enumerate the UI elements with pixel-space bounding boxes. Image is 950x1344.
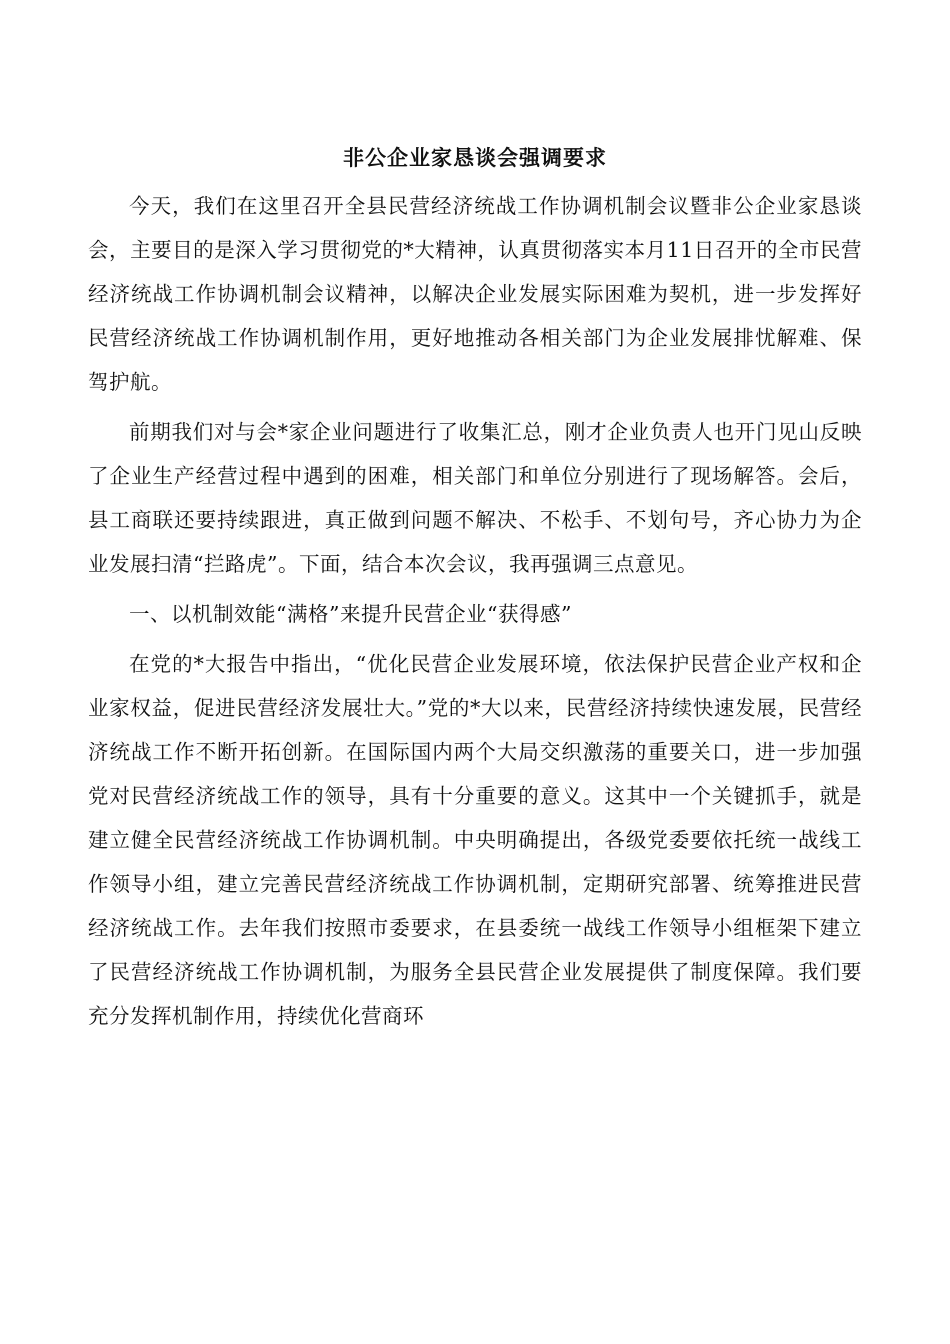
paragraph-mechanism: 在党的*大报告中指出，“优化民营企业发展环境，依法保护民营企业产权和企业家权益，促进民营经济发展壮大。”党的*大以来，民营经济持续快速发展，民营经济统战工作不断开拓创新。在国际国内两个大局交织激荡的重要关口，进一步加强党对民营经济统战工作的领导，具有十分重要的意义。这其中一个关键抓手，就是建立健全民营经济统战工作协调机制。中央明确提出，各级党委要依托统一战线工作领导小组，建立完善民营经济统战工作协调机制，定期研究部署、统筹推进民营经济统战工作。去年我们按照市委要求，在县委统一战线工作领导小组框架下建立了民营经济统战工作协调机制，为服务全县民营企业发展提供了制度保障。我们要充分发挥机制作用，持续优化营商环 [88, 652, 862, 1028]
paragraph-intro: 今天，我们在这里召开全县民营经济统战工作协调机制会议暨非公企业家恳谈会，主要目的是深入学习贯彻党的*大精神，认真贯彻落实本月11日召开的全市民营经济统战工作协调机制会议精神，以解决企业发展实际困难为契机，进一步发挥好民营经济统战工作协调机制作用，更好地推动各相关部门为企业发展排忧解难、保驾护航。 [88, 194, 862, 394]
document-title: 非公企业家恳谈会强调要求 [343, 145, 607, 170]
paragraph-issues: 前期我们对与会*家企业问题进行了收集汇总，刚才企业负责人也开门见山反映了企业生产经营过程中遇到的困难，相关部门和单位分别进行了现场解答。会后，县工商联还要持续跟进，真正做到问题不解决、不松手、不划句号，齐心协力为企业发展扫清“拦路虎”。下面，结合本次会议，我再强调三点意见。 [88, 420, 862, 576]
section-heading-1: 一、以机制效能“满格”来提升民营企业“获得感” [129, 602, 572, 626]
document-body [88, 138, 862, 1044]
